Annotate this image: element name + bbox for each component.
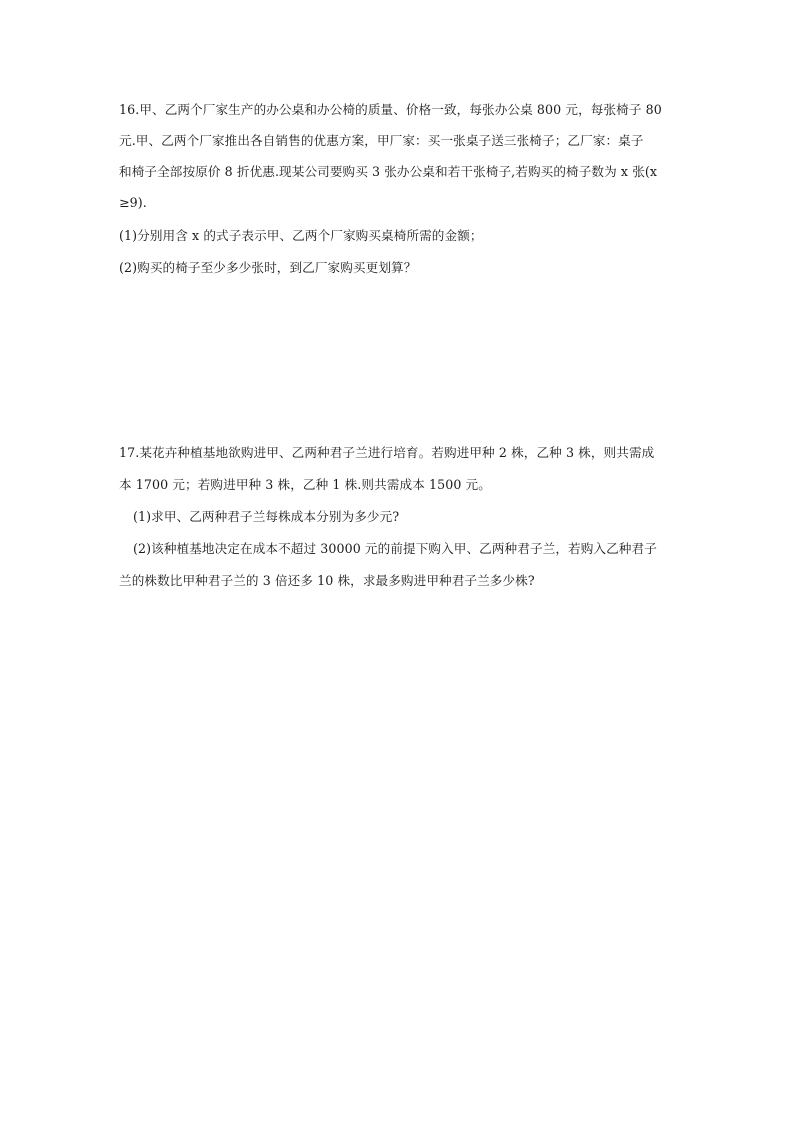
problem-17-line-1: 17.某花卉种植基地欲购进甲、乙两种君子兰进行培育。若购进甲种 2 株，乙种 3 株，则共需成 bbox=[119, 445, 655, 460]
problem-17-subquestion-2: (2)该种植基地决定在成本不超过 30000 元的前提下购入甲、乙两种君子兰，若购入乙种君子 bbox=[133, 541, 657, 556]
problem-16-line-2: 元.甲、乙两个厂家推出各自销售的优惠方案，甲厂家：买一张桌子送三张椅子；乙厂家：桌子 bbox=[119, 133, 644, 148]
problem-16-subquestion-1: (1)分别用含 x 的式子表示甲、乙两个厂家购买桌椅所需的金额； bbox=[119, 228, 483, 243]
problem-16-line-3: 和椅子全部按原价 8 折优惠.现某公司要购买 3 张办公桌和若干张椅子,若购买的椅子数为 x 张(x bbox=[119, 164, 658, 179]
problem-16-line-1: 16.甲、乙两个厂家生产的办公桌和办公椅的质量、价格一致，每张办公桌 800 元，每张椅子 80 bbox=[119, 102, 662, 117]
problem-17-subquestion-1: (1)求甲、乙两种君子兰每株成本分别为多少元? bbox=[133, 509, 400, 524]
problem-16-line-4: ≥9). bbox=[119, 195, 147, 210]
problem-17-line-2: 本 1700 元；若购进甲种 3 株，乙种 1 株.则共需成本 1500 元。 bbox=[119, 477, 491, 492]
problem-17-subquestion-2-cont: 兰的株数比甲种君子兰的 3 倍还多 10 株，求最多购进甲种君子兰多少株? bbox=[119, 573, 535, 588]
problem-16-subquestion-2: (2)购买的椅子至少多少张时，到乙厂家购买更划算？ bbox=[119, 260, 417, 275]
